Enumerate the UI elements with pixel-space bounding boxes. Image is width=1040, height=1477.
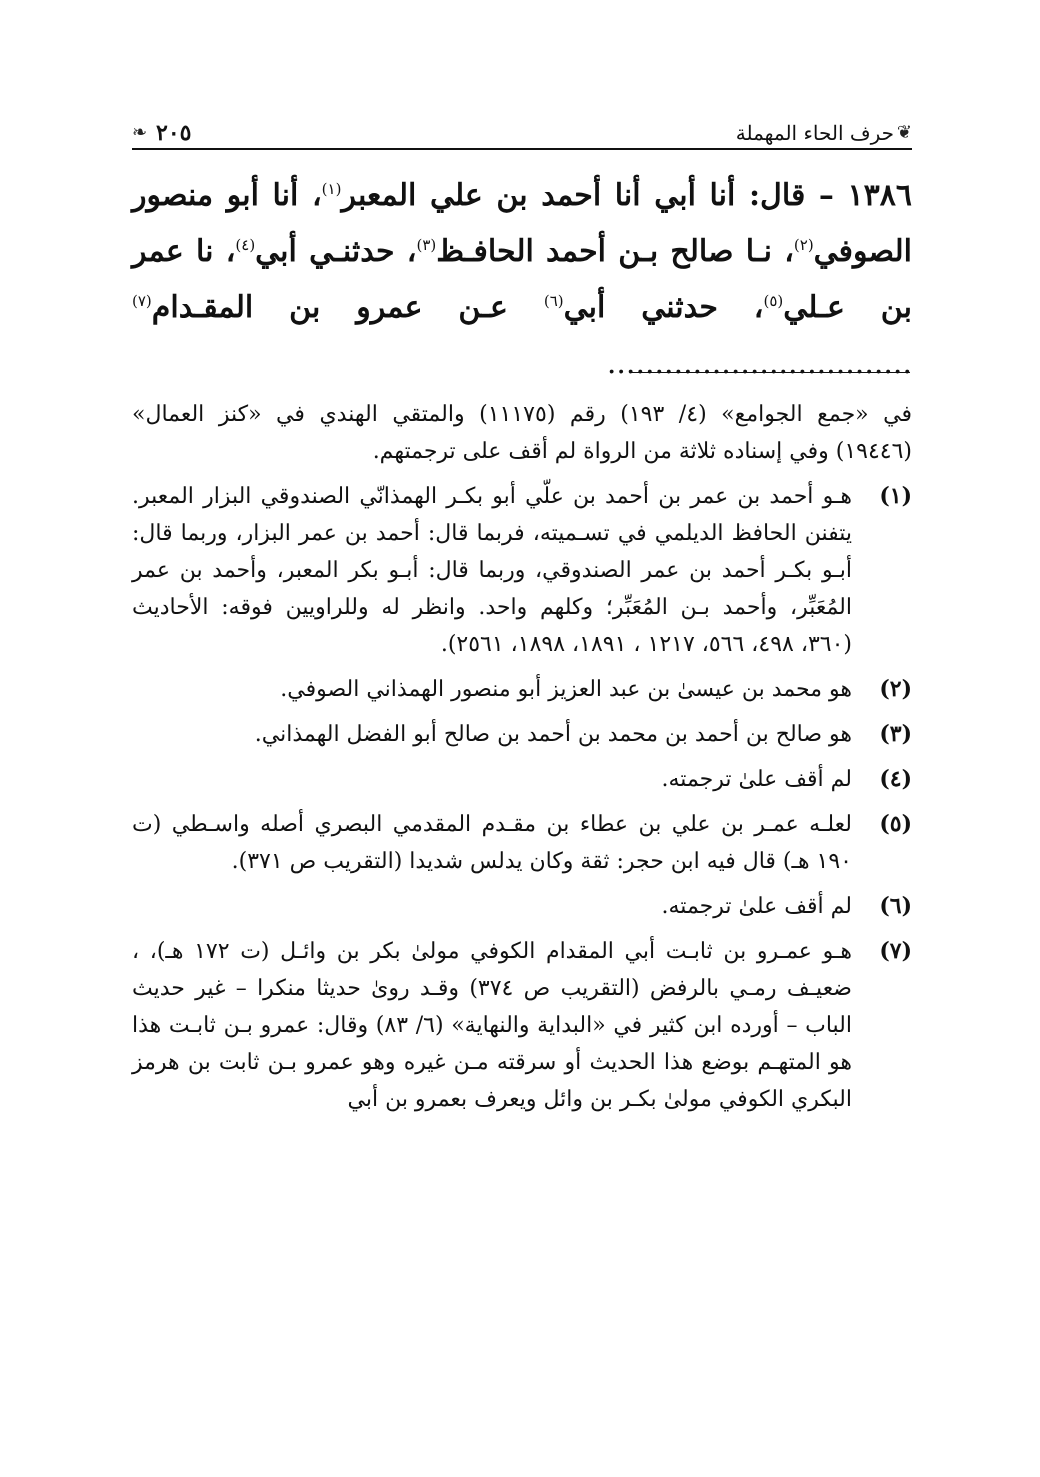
page-number: ٢٠٥ bbox=[156, 120, 192, 146]
hadith-paragraph bbox=[132, 168, 912, 392]
footnote-number: (٧) bbox=[879, 938, 912, 964]
footnote-item bbox=[132, 716, 912, 753]
footnote-text: هو صالح بن أحمد بن محمد بن أحمد بن صالح أبو الفضل الهمذاني. bbox=[254, 722, 852, 747]
footnote-text: هو محمد بن عيسىٰ بن عبد العزيز أبو منصور الهمذاني الصوفي. bbox=[280, 677, 852, 702]
footnote-item bbox=[132, 761, 912, 798]
footnote-text: لعلـه عمـر بن علي بن عطاء بن مقـدم المقدمي البصري أصله واسـطي (ت ١٩٠ هـ) قال فيه ابن حجر: ثقة وكان يدلس شديدا (التقريب ص ٣٧١). bbox=[132, 812, 852, 874]
page-header bbox=[132, 118, 912, 152]
footnote-ref: (٧) bbox=[132, 292, 152, 310]
footnote-ref: (٦) bbox=[543, 292, 564, 310]
footnote-item bbox=[132, 888, 912, 925]
footnote-item bbox=[132, 478, 912, 663]
hadith-segment: ، حدثني أبي bbox=[563, 290, 764, 325]
footnote-text: لم أقف علىٰ ترجمته. bbox=[661, 767, 852, 792]
footnotes bbox=[132, 396, 912, 1126]
footnote-number: (١) bbox=[879, 483, 912, 509]
hadith-segment: ، أنا أبو منصور الصوفي bbox=[132, 178, 913, 269]
hadith-segment: ، نـا صالح بـن أحمد الحافـظ bbox=[436, 234, 794, 269]
footnote-ref: (٢) bbox=[793, 236, 814, 254]
footnote-item bbox=[132, 671, 912, 708]
footnote-number: (٤) bbox=[879, 766, 912, 792]
footnote-number: (٦) bbox=[879, 893, 912, 919]
header-rule bbox=[132, 148, 912, 150]
footnote-ref: (١) bbox=[321, 180, 342, 198]
footnote-item bbox=[132, 933, 912, 1118]
footnote-number: (٢) bbox=[879, 676, 912, 702]
ornament-right-icon: ❦ bbox=[896, 122, 912, 143]
footnote-intro: في «جمع الجوامع» (٤/ ١٩٣) رقم (١١١٧٥) والمتقي الهندي في «كنز العمال» (١٩٤٤٦) وفي إسناده ثلاثة من الرواة لم أقف على ترجمتهم. bbox=[132, 402, 913, 464]
footnote-number: (٥) bbox=[879, 811, 912, 837]
chapter-title: حرف الحاء المهملة bbox=[735, 121, 894, 145]
footnote-ref: (٥) bbox=[763, 292, 784, 310]
hadith-segment: ، نا عمر بن عـلي bbox=[132, 234, 912, 325]
footnote-ref: (٤) bbox=[235, 236, 256, 254]
footnote-text: هـو أحمد بن عمر بن أحمد بن علّي أبو بكـر الهمذانّي الصندوقي البزار المعبر. يتفنن الحافظ الديلمي في تسـميته، فربما قال: أحمد بن عمر البزار، وربما قال: أبـو بكـر أحمد بن عمر الصندوقي، وربما قال: أبـو بكر المعبر، وأحمد بن عمر المُعَبِّر، وأحمد بـن المُعَبِّر؛ وكلهم واحد. وانظر له وللراويين فوقه: الأحاديث (٣٦٠، ٤٩٨، ٥٦٦، ١٢١٧ ، ١٨٩١، ١٨٩٨، ٢٥٦١). bbox=[132, 484, 852, 657]
hadith-segment: عـن عمرو بن المقـدام bbox=[151, 290, 544, 325]
ellipsis-dots: ................................ bbox=[606, 346, 912, 381]
footnote-text: لم أقف علىٰ ترجمته. bbox=[661, 894, 852, 919]
ornament-left-icon: ❧ bbox=[132, 122, 148, 143]
hadith-segment: ١٣٨٦ – قال: أنا أبي أنا أحمد بن علي المعبر bbox=[341, 178, 912, 213]
hadith-segment: ، حدثنـي أبي bbox=[255, 234, 417, 269]
footnote-ref: (٣) bbox=[416, 236, 437, 254]
footnote-item bbox=[132, 806, 912, 880]
footnote-text: هـو عمـرو بن ثابـت أبي المقدام الكوفي مولىٰ بكر بن وائـل (ت ١٧٢ هـ)، ، ضعيـف رمـي بالرفض (التقريب ص ٣٧٤) وقـد روىٰ حديثا منكرا – غير حديث الباب – أورده ابن كثير في «البداية والنهاية» (٦/ ٨٣) وقال: عمرو بـن ثابـت هذا هو المتهـم بوضع هذا الحديث أو سرقته مـن غيره وهو عمرو بـن ثابت بن هرمز البكري الكوفي مولىٰ بكـر بن وائل ويعرف بعمرو بن أبي bbox=[132, 939, 852, 1112]
footnote-separator bbox=[630, 372, 910, 373]
footnote-number: (٣) bbox=[879, 721, 912, 747]
hadith-text bbox=[132, 168, 912, 392]
